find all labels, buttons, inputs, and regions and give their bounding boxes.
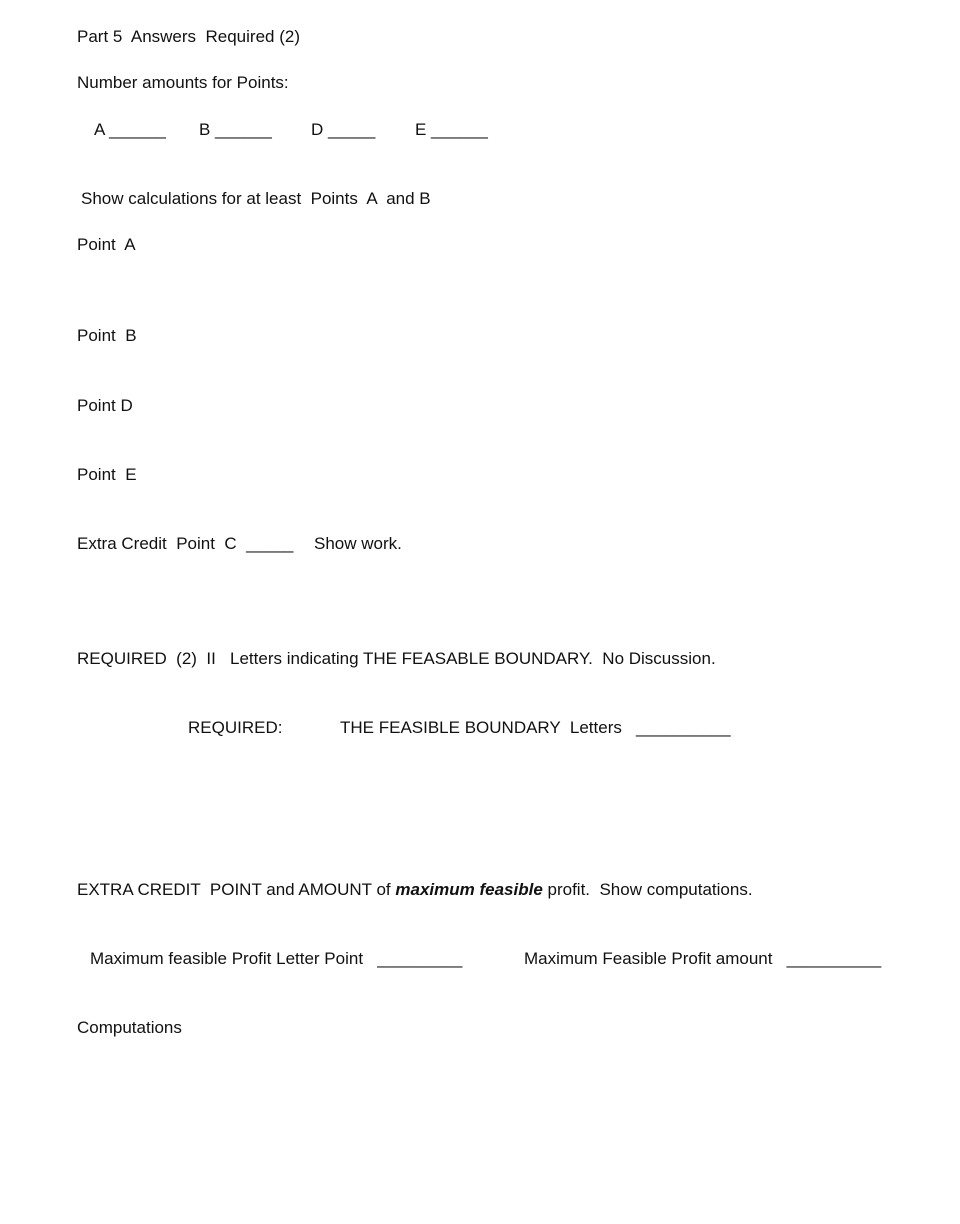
- show-work-label: Show work.: [314, 534, 402, 553]
- show-calculations-label: Show calculations for at least Points A and B: [81, 189, 431, 208]
- number-amounts-label: Number amounts for Points:: [77, 73, 289, 92]
- extra-credit-max-heading: [77, 881, 753, 898]
- point-b-label: Point B: [77, 326, 137, 345]
- required-label: REQUIRED:: [188, 718, 283, 737]
- computations-label: Computations: [77, 1018, 182, 1037]
- part-title: Part 5 Answers Required (2): [77, 27, 300, 46]
- extra-credit-max-emphasis: maximum feasible: [395, 880, 543, 899]
- point-b-blank: B ______: [199, 120, 272, 139]
- point-e-blank: E ______: [415, 120, 488, 139]
- point-d-blank: D _____: [311, 120, 376, 139]
- feasible-boundary-letters-field: THE FEASIBLE BOUNDARY Letters __________: [340, 718, 731, 737]
- point-a-blank: A ______: [94, 120, 166, 139]
- point-e-label: Point E: [77, 465, 137, 484]
- extra-credit-max-prefix: EXTRA CREDIT POINT and AMOUNT of: [77, 880, 396, 899]
- point-d-label: Point D: [77, 396, 133, 415]
- required-boundary-heading: REQUIRED (2) II Letters indicating THE FEASABLE BOUNDARY. No Discussion.: [77, 649, 716, 668]
- extra-credit-max-suffix: profit. Show computations.: [542, 880, 753, 899]
- max-profit-amount-field: Maximum Feasible Profit amount __________: [524, 949, 882, 968]
- extra-credit-point-c: Extra Credit Point C _____: [77, 534, 294, 553]
- point-a-label: Point A: [77, 235, 136, 254]
- max-profit-letter-point-field: Maximum feasible Profit Letter Point _________: [90, 949, 463, 968]
